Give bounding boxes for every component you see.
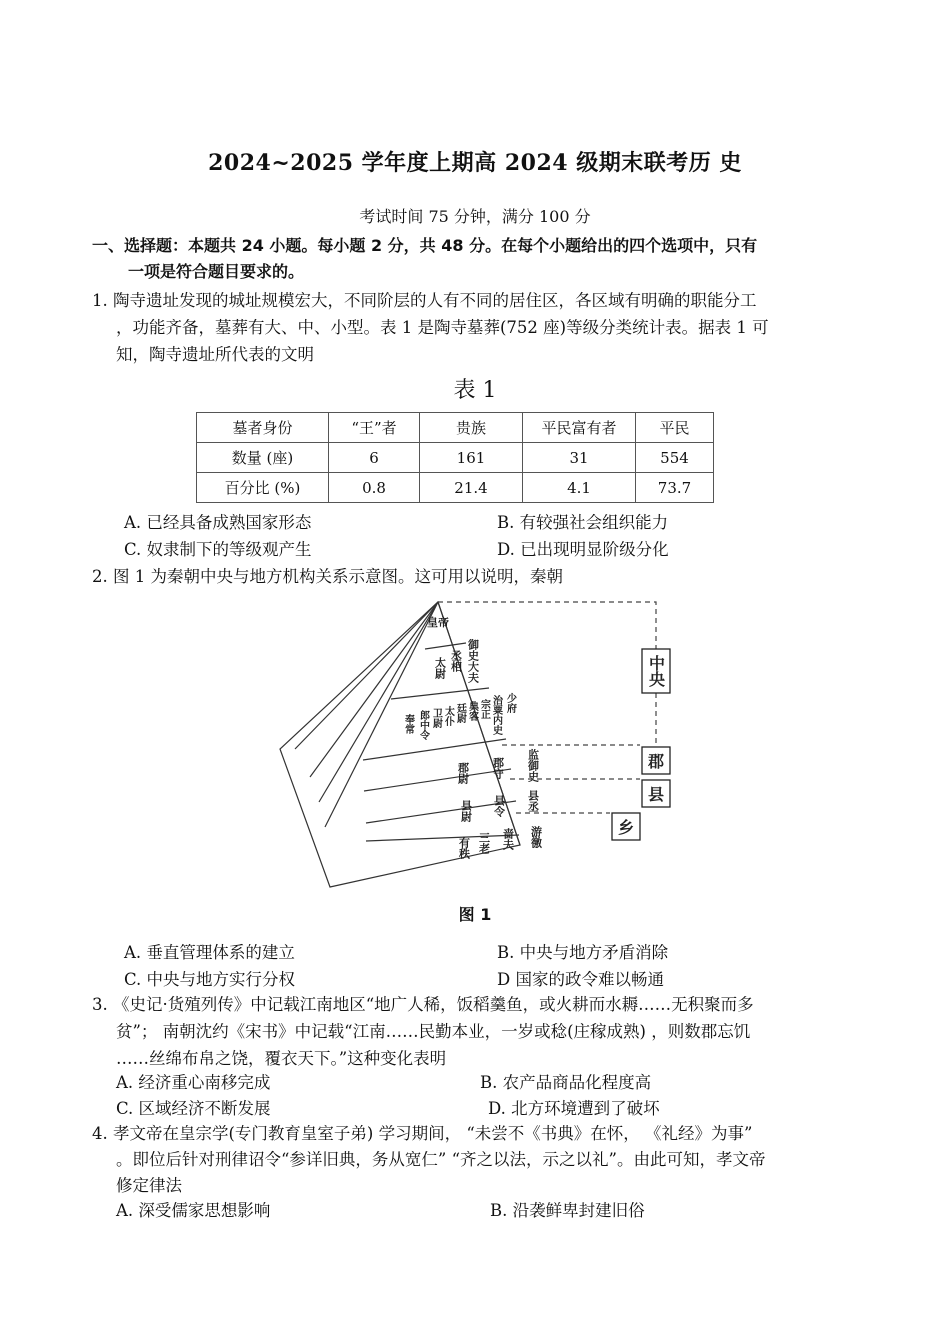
side-label-text: 乡 bbox=[617, 818, 635, 837]
q2-line1: 2. 图 1 为秦朝中央与地方机构关系示意图。这可用以说明，秦朝 bbox=[92, 567, 563, 586]
official-label: 游徼 bbox=[529, 826, 543, 848]
table-header-cell: 贵族 bbox=[420, 413, 523, 443]
table-header-cell: “王”者 bbox=[329, 413, 420, 443]
table-row bbox=[197, 473, 714, 503]
official-label: 御史大夫 bbox=[466, 639, 480, 683]
q3-option-b[interactable]: B. 农产品商品化程度高 bbox=[480, 1073, 652, 1092]
official-label: 少府 bbox=[504, 693, 516, 713]
q1-line2: ，功能齐备，墓葬有大、中、小型。表 1 是陶寺墓葬(752 座)等级分类统计表。据表 1 可 bbox=[116, 318, 769, 337]
q2-option-c[interactable]: C. 中央与地方实行分权 bbox=[124, 970, 296, 989]
side-label-central bbox=[642, 649, 670, 693]
table-cell: 百分比 (%) bbox=[197, 473, 329, 503]
side-label-xiang bbox=[612, 813, 640, 840]
q4-option-a[interactable]: A. 深受儒家思想影响 bbox=[116, 1201, 271, 1220]
q3-option-c[interactable]: C. 区域经济不断发展 bbox=[116, 1099, 271, 1118]
table-cell: 6 bbox=[329, 443, 420, 473]
table-cell: 161 bbox=[420, 443, 523, 473]
q1-option-c[interactable]: C. 奴隶制下的等级观产生 bbox=[124, 540, 312, 559]
qin-government-pyramid-diagram bbox=[270, 597, 690, 895]
q1-option-a[interactable]: A. 已经具备成熟国家形态 bbox=[124, 513, 312, 532]
apex-char: 皇帝 bbox=[427, 616, 449, 629]
q4-line3: 修定律法 bbox=[116, 1176, 182, 1195]
table-cell: 554 bbox=[636, 443, 714, 473]
official-label: 治粟内史 bbox=[490, 695, 502, 735]
official-label: 郡守 bbox=[491, 757, 505, 779]
q4-line2: 。即位后针对刑律诏令“参详旧典，务从宽仁” “齐之以法，示之以礼”。由此可知，孝文帝 bbox=[116, 1150, 766, 1169]
table-cell: 数量 (座) bbox=[197, 443, 329, 473]
official-label: 典客 bbox=[466, 701, 478, 721]
q1-line1: 1. 陶寺遗址发现的城址规模宏大，不同阶层的人有不同的居住区，各区域有明确的职能分工 bbox=[92, 291, 757, 310]
q1-option-d[interactable]: D. 已出现明显阶级分化 bbox=[497, 540, 669, 559]
table-cell: 0.8 bbox=[329, 473, 420, 503]
side-label-text: 中央 bbox=[646, 655, 666, 687]
official-label: 监御史 bbox=[526, 749, 540, 782]
official-label: 丞相 bbox=[449, 650, 463, 672]
q4-line1: 4. 孝文帝在皇宗学(专门教育皇室子弟) 学习期间， “未尝不《书典》在怀， 《礼经》为事” bbox=[92, 1124, 753, 1143]
table-caption: 表 1 bbox=[453, 378, 497, 403]
official-label: 啬夫 bbox=[501, 828, 515, 850]
official-label: 郡尉 bbox=[456, 762, 470, 784]
table-header-cell: 墓者身份 bbox=[197, 413, 329, 443]
official-label: 三老 bbox=[477, 832, 491, 854]
official-label: 奉常 bbox=[402, 714, 414, 734]
table-header-row bbox=[197, 413, 714, 443]
side-label-text: 县 bbox=[647, 785, 665, 804]
official-label: 宗正 bbox=[478, 699, 490, 719]
level-4-officials bbox=[460, 789, 540, 823]
official-label: 太仆 bbox=[442, 706, 454, 726]
side-label-text: 郡 bbox=[647, 752, 665, 771]
page-title: 2024~2025 学年度上期高 2024 级期末联考历 史 bbox=[208, 150, 742, 176]
table-row bbox=[197, 443, 714, 473]
side-label-jun bbox=[642, 747, 670, 774]
official-label: 郎中令 bbox=[417, 710, 429, 740]
table-header-cell: 平民 bbox=[636, 413, 714, 443]
official-label: 廷尉 bbox=[454, 703, 466, 723]
official-label: 县丞 bbox=[526, 790, 540, 812]
level-2-officials bbox=[403, 692, 517, 741]
exam-info: 考试时间 75 分钟，满分 100 分 bbox=[359, 207, 591, 226]
official-label: 太尉 bbox=[433, 657, 447, 679]
q3-line3: ……丝绵布帛之饶，覆衣天下。”这种变化表明 bbox=[116, 1049, 447, 1068]
q2-option-a[interactable]: A. 垂直管理体系的建立 bbox=[124, 943, 295, 962]
q3-option-a[interactable]: A. 经济重心南移完成 bbox=[116, 1073, 271, 1092]
q2-option-d[interactable]: D 国家的政令难以畅通 bbox=[497, 970, 664, 989]
side-label-xian bbox=[642, 780, 670, 807]
official-label: 有秩 bbox=[457, 837, 471, 859]
tomb-statistics-table bbox=[196, 412, 714, 503]
table-cell: 73.7 bbox=[636, 473, 714, 503]
table-cell: 31 bbox=[523, 443, 636, 473]
table-cell: 4.1 bbox=[523, 473, 636, 503]
official-label: 县尉 bbox=[459, 800, 473, 822]
section-heading-line1: 一、选择题：本题共 24 小题。每小题 2 分，共 48 分。在每个小题给出的四个选项中，只有 bbox=[92, 236, 758, 255]
q3-line2: 贫”； 南朝沈约《宋书》中记载“江南……民勤本业，一岁或稔(庄稼成熟) ，则数郡忘饥 bbox=[116, 1022, 751, 1041]
section-heading-line2: 一项是符合题目要求的。 bbox=[128, 262, 305, 281]
table-cell: 21.4 bbox=[420, 473, 523, 503]
q3-line1: 3. 《史记·货殖列传》中记载江南地区“地广人稀，饭稻羹鱼，或火耕而水耨……无积聚而多 bbox=[92, 995, 754, 1014]
q3-option-d[interactable]: D. 北方环境遭到了破坏 bbox=[488, 1099, 660, 1118]
q1-line3: 知，陶寺遗址所代表的文明 bbox=[116, 345, 314, 364]
figure-caption: 图 1 bbox=[458, 905, 492, 924]
official-label: 卫尉 bbox=[430, 708, 442, 728]
table-header-cell: 平民富有者 bbox=[523, 413, 636, 443]
level-5-officials bbox=[458, 825, 543, 860]
q4-option-b[interactable]: B. 沿袭鲜卑封建旧俗 bbox=[490, 1201, 645, 1220]
q1-option-b[interactable]: B. 有较强社会组织能力 bbox=[497, 513, 669, 532]
q2-option-b[interactable]: B. 中央与地方矛盾消除 bbox=[497, 943, 669, 962]
official-label: 县令 bbox=[492, 795, 506, 817]
